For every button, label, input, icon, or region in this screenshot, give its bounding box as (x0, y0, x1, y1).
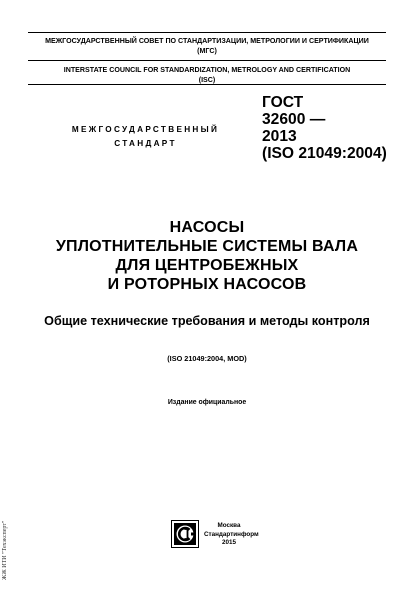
publisher-block (204, 522, 259, 548)
council-divider (28, 60, 386, 61)
side-watermark: ЖЖ ИТИ "Техэксперт" (2, 520, 8, 580)
designation-line1: ГОСТ (262, 94, 304, 111)
designation-line3: 2013 (262, 128, 297, 145)
document-title (30, 218, 384, 294)
designation-line4: (ISO 21049:2004) (262, 145, 387, 162)
council-header (28, 36, 386, 85)
standard-designation (262, 94, 387, 162)
header-rule-bottom (28, 84, 386, 85)
standartinform-logo-icon (171, 520, 199, 548)
publisher-year: 2015 (221, 539, 236, 547)
standard-type (58, 123, 233, 151)
title-line3: ДЛЯ ЦЕНТРОБЕЖНЫХ (115, 257, 299, 274)
title-line2: УПЛОТНИТЕЛЬНЫЕ СИСТЕМЫ ВАЛА (55, 238, 359, 255)
edition-note: Издание официальное (167, 399, 247, 406)
council-ru-name: МЕЖГОСУДАРСТВЕННЫЙ СОВЕТ ПО СТАНДАРТИЗАЦИИ, МЕТРОЛОГИИ И СЕРТИФИКАЦИИ (45, 37, 369, 45)
modification-reference: (ISO 21049:2004, MOD) (167, 354, 247, 363)
standard-type-line2: СТАНДАРТ (114, 139, 177, 148)
publisher-city: Москва (217, 522, 241, 529)
standard-type-line1: МЕЖГОСУДАРСТВЕННЫЙ (71, 125, 220, 134)
title-line4: И РОТОРНЫХ НАСОСОВ (107, 276, 307, 293)
council-en-name: INTERSTATE COUNCIL FOR STANDARDIZATION, METROLOGY AND CERTIFICATION (63, 66, 351, 74)
publisher-name: Стандартинформ (204, 530, 259, 538)
header-rule-top (28, 32, 386, 33)
document-subtitle: Общие технические требования и методы контроля (44, 314, 370, 328)
council-en-abbr: (ISC) (198, 76, 216, 84)
council-ru-abbr: (МГС) (197, 47, 217, 55)
title-line1: НАСОСЫ (169, 219, 245, 236)
designation-line2: 32600 — (262, 111, 326, 128)
